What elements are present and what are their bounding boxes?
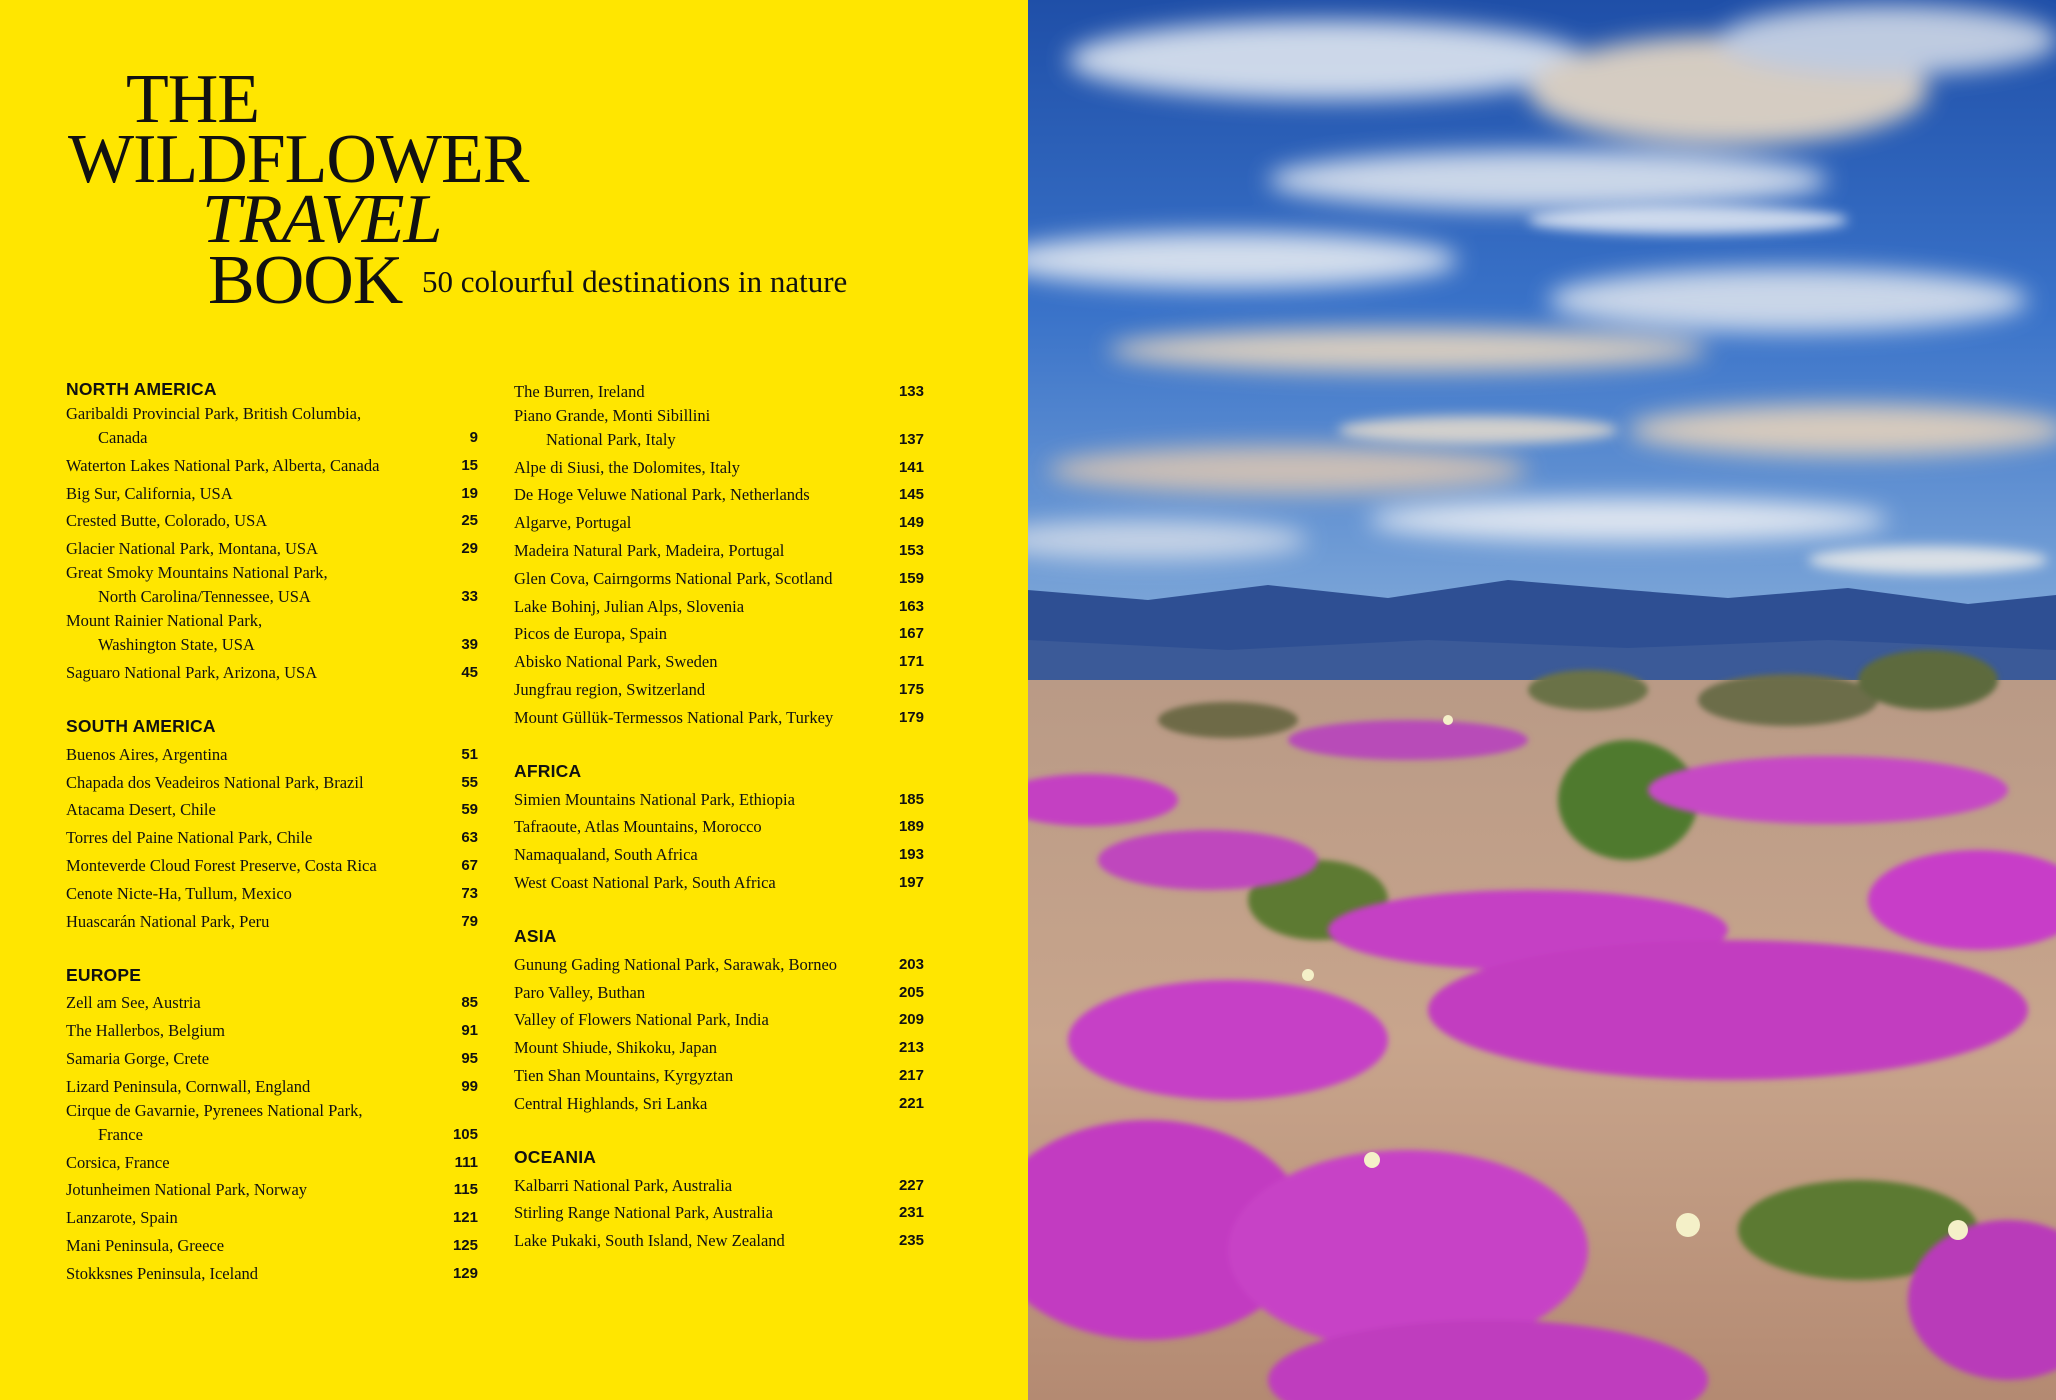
contents-entry: [66, 822, 478, 850]
entry-page-number: 51: [461, 745, 478, 763]
contents-entry: [514, 1032, 924, 1060]
entry-title-continued: National Park, Italy: [546, 429, 676, 449]
entry-page-number: 33: [461, 588, 478, 606]
entry-page-number: 111: [454, 1153, 478, 1171]
entry-page-number: 67: [461, 856, 478, 874]
entry-title: Lake Pukaki, South Island, New Zealand: [514, 1231, 785, 1251]
entry-page-number: 73: [461, 884, 478, 902]
entry-page-number: 85: [461, 994, 478, 1012]
entry-page-number: 19: [461, 484, 478, 502]
entry-title-continued: Canada: [98, 428, 148, 447]
contents-column-right: [514, 376, 924, 1281]
entry-page-number: 129: [452, 1264, 478, 1282]
entry-title: Glen Cova, Cairngorms National Park, Scotland: [514, 568, 833, 588]
entry-page-number: 197: [898, 873, 924, 891]
region-heading: NORTH AMERICA: [66, 379, 217, 399]
entry-title: Corsica, France: [66, 1152, 170, 1172]
entry-page-number: 227: [898, 1176, 924, 1194]
wildflower-landscape-photo: [1028, 0, 2056, 1400]
entry-title: Algarve, Portugal: [514, 513, 632, 533]
entry-title: Jotunheimen National Park, Norway: [66, 1180, 308, 1200]
contents-entry: [514, 867, 924, 895]
contents-entry: [66, 561, 478, 609]
contents-entry: [514, 784, 924, 812]
entry-title: Stokksnes Peninsula, Iceland: [66, 1263, 259, 1283]
contents-entry: [514, 1005, 924, 1033]
entry-title: Gunung Gading National Park, Sarawak, Borneo: [514, 954, 838, 974]
entry-page-number: 91: [461, 1022, 478, 1040]
entry-title: Great Smoky Mountains National Park, North Carolina/Tennessee, USA: [66, 561, 440, 609]
entry-page-number: 167: [898, 625, 924, 643]
contents-entry: [66, 1147, 478, 1175]
contents-entry: [66, 478, 478, 506]
entry-page-number: 45: [461, 663, 478, 681]
entry-title: West Coast National Park, South Africa: [514, 872, 776, 892]
contents-entry: [514, 591, 924, 619]
contents-entry: [66, 450, 478, 478]
contents-entry: [66, 739, 478, 767]
entry-title-continued: France: [98, 1124, 143, 1144]
contents-entry: [514, 812, 924, 840]
contents-entry: [66, 609, 478, 657]
entry-title: The Burren, Ireland: [514, 381, 645, 401]
entry-page-number: 193: [898, 846, 924, 864]
contents-entry: [66, 1099, 478, 1147]
entry-title: De Hoge Veluwe National Park, Netherlands: [514, 485, 810, 505]
entry-title: Samaria Gorge, Crete: [66, 1048, 210, 1068]
entry-title: Mani Peninsula, Greece: [66, 1235, 225, 1255]
entry-title: Lake Bohinj, Julian Alps, Slovenia: [514, 596, 745, 616]
entry-page-number: 59: [461, 801, 478, 819]
entry-page-number: 149: [898, 514, 924, 532]
entry-page-number: 63: [461, 829, 478, 847]
entry-title: The Hallerbos, Belgium: [66, 1021, 226, 1041]
entry-page-number: 95: [461, 1049, 478, 1067]
contents-entry: [514, 507, 924, 535]
entry-page-number: 231: [898, 1204, 924, 1222]
contents-entry: [66, 1071, 478, 1099]
entry-title: Simien Mountains National Park, Ethiopia: [514, 789, 795, 809]
contents-entry: [66, 402, 478, 450]
contents-section: [514, 923, 924, 1116]
entry-title: Abisko National Park, Sweden: [514, 652, 718, 672]
entry-page-number: 29: [461, 540, 478, 558]
book-subtitle: 50 colourful destinations in nature: [422, 264, 848, 299]
entry-page-number: 145: [898, 486, 924, 504]
entry-title: Big Sur, California, USA: [66, 483, 233, 503]
contents-section: [514, 758, 924, 895]
entry-title: Paro Valley, Buthan: [514, 982, 646, 1002]
entry-title: Cirque de Gavarnie, Pyrenees National Park, France: [66, 1099, 440, 1147]
entry-title: Huascarán National Park, Peru: [66, 911, 270, 931]
title-line-4: BOOK: [208, 241, 403, 319]
contents-entry: [66, 1230, 478, 1258]
contents-entry: [66, 506, 478, 534]
entry-title: Torres del Paine National Park, Chile: [66, 828, 313, 848]
title-line-1: THE: [126, 61, 260, 138]
contents-column-left: [66, 376, 478, 1314]
region-heading: AFRICA: [514, 760, 582, 781]
entry-title: Alpe di Siusi, the Dolomites, Italy: [514, 457, 740, 477]
contents-entry: [66, 906, 478, 934]
contents-entry: [66, 1175, 478, 1203]
entry-page-number: 55: [461, 773, 478, 791]
entry-title: Garibaldi Provincial Park, British Columbia, Canada: [66, 402, 440, 450]
contents-entry: [514, 1060, 924, 1088]
contents-entry: [66, 988, 478, 1016]
entry-title: Tien Shan Mountains, Kyrgyztan: [514, 1065, 734, 1085]
entry-page-number: 141: [898, 458, 924, 476]
entry-title: Crested Butte, Colorado, USA: [66, 511, 268, 531]
entry-page-number: 15: [461, 456, 478, 474]
contents-entry: [66, 795, 478, 823]
region-heading: EUROPE: [66, 964, 142, 985]
entry-page-number: 217: [898, 1066, 924, 1084]
entry-title: Tafraoute, Atlas Mountains, Morocco: [514, 817, 762, 837]
entry-title: Cenote Nicte-Ha, Tullum, Mexico: [66, 883, 292, 903]
contents-entry: [514, 702, 924, 730]
entry-page-number: 159: [898, 569, 924, 587]
contents-entry: [514, 674, 924, 702]
entry-title: Atacama Desert, Chile: [66, 800, 216, 820]
contents-entry: [514, 1170, 924, 1198]
contents-section: [66, 713, 478, 934]
entry-title: Mount Güllük-Termessos National Park, Turkey: [514, 707, 834, 727]
entry-page-number: 79: [461, 912, 478, 930]
entry-page-number: 39: [461, 636, 478, 654]
entry-title-continued: North Carolina/Tennessee, USA: [98, 587, 311, 607]
contents-entry: [514, 839, 924, 867]
contents-entry: [66, 1015, 478, 1043]
entry-title: Chapada dos Veadeiros National Park, Brazil: [66, 772, 364, 792]
entry-title: Buenos Aires, Argentina: [66, 744, 228, 764]
entry-page-number: 9: [469, 429, 478, 446]
contents-entry: [66, 533, 478, 561]
entry-title: Madeira Natural Park, Madeira, Portugal: [514, 540, 785, 560]
region-heading: ASIA: [514, 925, 557, 946]
contents-section: [514, 376, 924, 730]
entry-page-number: 185: [898, 790, 924, 808]
entry-page-number: 163: [898, 597, 924, 615]
title-line-3: TRAVEL: [202, 181, 442, 259]
entry-title: Mount Rainier National Park, Washington State, USA: [66, 609, 440, 657]
contents-entry: [514, 535, 924, 563]
entry-title: Mount Shiude, Shikoku, Japan: [514, 1038, 718, 1058]
entry-page-number: 203: [898, 955, 924, 973]
entry-page-number: 133: [898, 382, 924, 400]
entry-title: Piano Grande, Monti Sibillini National Park, Italy: [514, 404, 886, 452]
entry-title: Lanzarote, Spain: [66, 1208, 178, 1228]
entry-title-continued: Washington State, USA: [98, 635, 255, 655]
entry-page-number: 205: [898, 983, 924, 1001]
contents-entry: [514, 977, 924, 1005]
contents-entry: [514, 480, 924, 508]
entry-page-number: 121: [452, 1209, 478, 1227]
contents-entry: [514, 1198, 924, 1226]
contents-section: [66, 962, 478, 1286]
entry-page-number: 171: [898, 653, 924, 671]
entry-title: Monteverde Cloud Forest Preserve, Costa Rica: [66, 855, 377, 875]
contents-entry: [66, 1202, 478, 1230]
entry-page-number: 179: [898, 708, 924, 726]
title-line-2: WILDFLOWER: [68, 121, 529, 199]
contents-entry: [66, 767, 478, 795]
contents-entry: [66, 878, 478, 906]
contents-entry: [514, 563, 924, 591]
entry-page-number: 115: [453, 1181, 478, 1199]
entry-title: Namaqualand, South Africa: [514, 845, 698, 865]
entry-page-number: 153: [898, 541, 924, 559]
entry-title: Glacier National Park, Montana, USA: [66, 539, 319, 559]
entry-title: Zell am See, Austria: [66, 993, 201, 1013]
entry-title: Central Highlands, Sri Lanka: [514, 1093, 708, 1113]
contents-entry: [514, 949, 924, 977]
entry-title: Kalbarri National Park, Australia: [514, 1175, 733, 1195]
contents-section: [66, 376, 478, 685]
entry-page-number: 175: [898, 680, 924, 698]
region-heading: SOUTH AMERICA: [66, 715, 216, 736]
entry-page-number: 105: [452, 1125, 478, 1143]
contents-section: [514, 1144, 924, 1253]
contents-entry: [66, 657, 478, 685]
contents-entry: [66, 850, 478, 878]
contents-entry: [514, 619, 924, 647]
entry-title: Stirling Range National Park, Australia: [514, 1203, 773, 1223]
entry-page-number: 25: [461, 512, 478, 530]
region-heading: OCEANIA: [514, 1146, 597, 1167]
contents-entry: [514, 404, 924, 452]
entry-title: Saguaro National Park, Arizona, USA: [66, 662, 318, 682]
entry-page-number: 125: [452, 1236, 478, 1254]
entry-title: Picos de Europa, Spain: [514, 624, 668, 644]
contents-entry: [514, 452, 924, 480]
entry-page-number: 209: [898, 1011, 924, 1029]
contents-entry: [514, 376, 924, 404]
entry-title: Lizard Peninsula, Cornwall, England: [66, 1076, 311, 1096]
contents-entry: [514, 1088, 924, 1116]
entry-title: Valley of Flowers National Park, India: [514, 1010, 769, 1030]
contents-entry: [514, 1225, 924, 1253]
entry-title: Waterton Lakes National Park, Alberta, Canada: [66, 455, 380, 475]
entry-page-number: 235: [898, 1232, 924, 1250]
contents-entry: [66, 1043, 478, 1071]
entry-page-number: 189: [898, 818, 924, 836]
entry-title: Jungfrau region, Switzerland: [514, 679, 706, 699]
entry-page-number: 213: [898, 1039, 924, 1057]
entry-page-number: 137: [898, 430, 924, 448]
entry-page-number: 221: [898, 1094, 924, 1112]
contents-entry: [514, 646, 924, 674]
contents-entry: [66, 1258, 478, 1286]
entry-page-number: 99: [461, 1077, 478, 1095]
